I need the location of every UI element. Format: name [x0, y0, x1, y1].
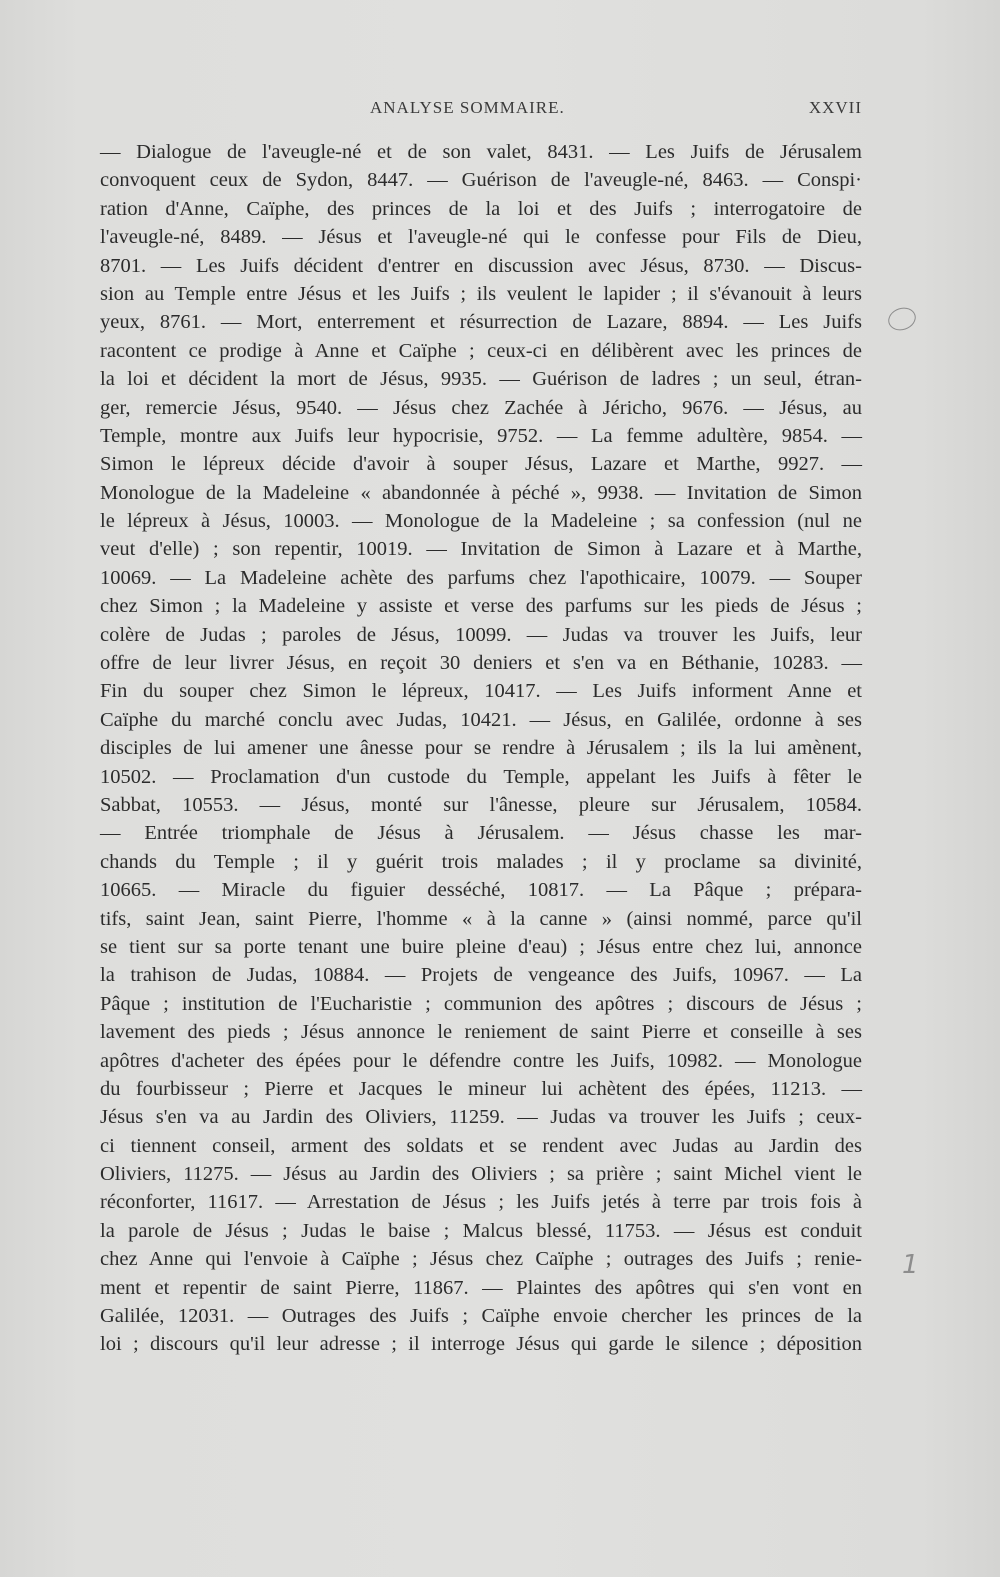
text-line: 10069. — La Madeleine achète des parfums chez l'apothicaire, 10079. — Souper [100, 566, 862, 589]
text-line: Caïphe du marché conclu avec Judas, 10421. — Jésus, en Galilée, ordonne à ses [100, 708, 862, 731]
text-line: offre de leur livrer Jésus, en reçoit 30 deniers et s'en va en Béthanie, 10283. — [100, 652, 862, 675]
text-line: veut d'elle) ; son repentir, 10019. — Invitation de Simon à Lazare et à Marthe, [100, 538, 862, 561]
text-line: l'aveugle-né, 8489. — Jésus et l'aveugle-né qui le confesse pour Fils de Dieu, [100, 226, 862, 249]
text-line: Monologue de la Madeleine « abandonnée à péché », 9938. — Invitation de Simon [100, 481, 862, 504]
text-line: Jésus s'en va au Jardin des Oliviers, 11259. — Judas va trouver les Juifs ; ceux- [100, 1106, 862, 1129]
text-line: — Entrée triomphale de Jésus à Jérusalem. — Jésus chasse les mar- [100, 822, 862, 845]
text-line: sion au Temple entre Jésus et les Juifs ; ils veulent le lapider ; il s'évanouit à leurs [100, 282, 862, 305]
text-line: la loi et décident la mort de Jésus, 9935. — Guérison de ladres ; un seul, étran- [100, 368, 862, 391]
text-line: ment et repentir de saint Pierre, 11867. — Plaintes des apôtres qui s'en vont en [100, 1276, 862, 1299]
text-line: racontent ce prodige à Anne et Caïphe ; ceux-ci en délibèrent avec les princes de [100, 339, 862, 362]
text-line: Fin du souper chez Simon le lépreux, 10417. — Les Juifs informent Anne et [100, 680, 862, 703]
text-line: ration d'Anne, Caïphe, des princes de la loi et des Juifs ; interrogatoire de [100, 197, 862, 220]
text-line: chez Simon ; la Madeleine y assiste et verse des parfums sur les pieds de Jésus ; [100, 595, 862, 618]
text-line: la parole de Jésus ; Judas le baise ; Malcus blessé, 11753. — Jésus est conduit [100, 1219, 862, 1242]
text-line: Oliviers, 11275. — Jésus au Jardin des Oliviers ; sa prière ; saint Michel vient le [100, 1163, 862, 1186]
text-line: convoquent ceux de Sydon, 8447. — Guérison de l'aveugle-né, 8463. — Conspi· [100, 169, 862, 192]
text-line: Sabbat, 10553. — Jésus, monté sur l'ânesse, pleure sur Jérusalem, 10584. [100, 793, 862, 816]
text-line: disciples de lui amener une ânesse pour se rendre à Jérusalem ; ils la lui amènent, [100, 737, 862, 760]
running-title: ANALYSE SOMMAIRE. [370, 98, 565, 117]
text-line: ger, remercie Jésus, 9540. — Jésus chez Zachée à Jéricho, 9676. — Jésus, au [100, 396, 862, 419]
text-line: chez Anne qui l'envoie à Caïphe ; Jésus chez Caïphe ; outrages des Juifs ; renie- [100, 1248, 862, 1271]
text-line: Pâque ; institution de l'Eucharistie ; communion des apôtres ; discours de Jésus ; [100, 992, 862, 1015]
text-line: — Dialogue de l'aveugle-né et de son valet, 8431. — Les Juifs de Jérusalem [100, 141, 862, 163]
text-line: réconforter, 11617. — Arrestation de Jésus ; les Juifs jetés à terre par trois fois à [100, 1191, 862, 1214]
text-line: Temple, montre aux Juifs leur hypocrisie, 9752. — La femme adultère, 9854. — [100, 424, 862, 447]
text-line: ci tiennent conseil, arment des soldats et se rendent avec Judas au Jardin des [100, 1134, 862, 1157]
text-line: 10502. — Proclamation d'un custode du Temple, appelant les Juifs à fêter le [100, 765, 862, 788]
text-line: la trahison de Judas, 10884. — Projets de vengeance des Juifs, 10967. — La [100, 964, 862, 987]
text-line: le lépreux à Jésus, 10003. — Monologue de la Madeleine ; sa confession (nul ne [100, 510, 862, 533]
page-number: XXVII [808, 98, 862, 117]
summary-text [100, 138, 862, 1359]
text-line: yeux, 8761. — Mort, enterrement et résurrection de Lazare, 8894. — Les Juifs [100, 311, 862, 334]
pencil-circle-mark [885, 304, 918, 334]
text-line: colère de Judas ; paroles de Jésus, 10099. — Judas va trouver les Juifs, leur [100, 623, 862, 646]
text-line: se tient sur sa porte tenant une buire pleine d'eau) ; Jésus entre chez lui, annonce [100, 935, 862, 958]
text-line: tifs, saint Jean, saint Pierre, l'homme « à la canne » (ainsi nommé, parce qu'il [100, 907, 862, 930]
text-line: du fourbisseur ; Pierre et Jacques le mineur lui achètent des épées, 11213. — [100, 1077, 862, 1100]
text-line: 10665. — Miracle du figuier desséché, 10817. — La Pâque ; prépara- [100, 879, 862, 902]
text-line: lavement des pieds ; Jésus annonce le reniement de saint Pierre et conseille à ses [100, 1021, 862, 1044]
running-head [100, 98, 862, 122]
text-line: loi ; discours qu'il leur adresse ; il interroge Jésus qui garde le silence ; déposition [100, 1333, 862, 1356]
text-line: chands du Temple ; il y guérit trois malades ; il y proclame sa divinité, [100, 850, 862, 873]
text-line: Galilée, 12031. — Outrages des Juifs ; Caïphe envoie chercher les princes de la [100, 1305, 862, 1328]
pencil-margin-note: 1 [902, 1250, 919, 1280]
text-line: apôtres d'acheter des épées pour le défendre contre les Juifs, 10982. — Monologue [100, 1049, 862, 1072]
text-line: Simon le lépreux décide d'avoir à souper Jésus, Lazare et Marthe, 9927. — [100, 453, 862, 476]
text-line: 8701. — Les Juifs décident d'entrer en discussion avec Jésus, 8730. — Discus- [100, 254, 862, 277]
